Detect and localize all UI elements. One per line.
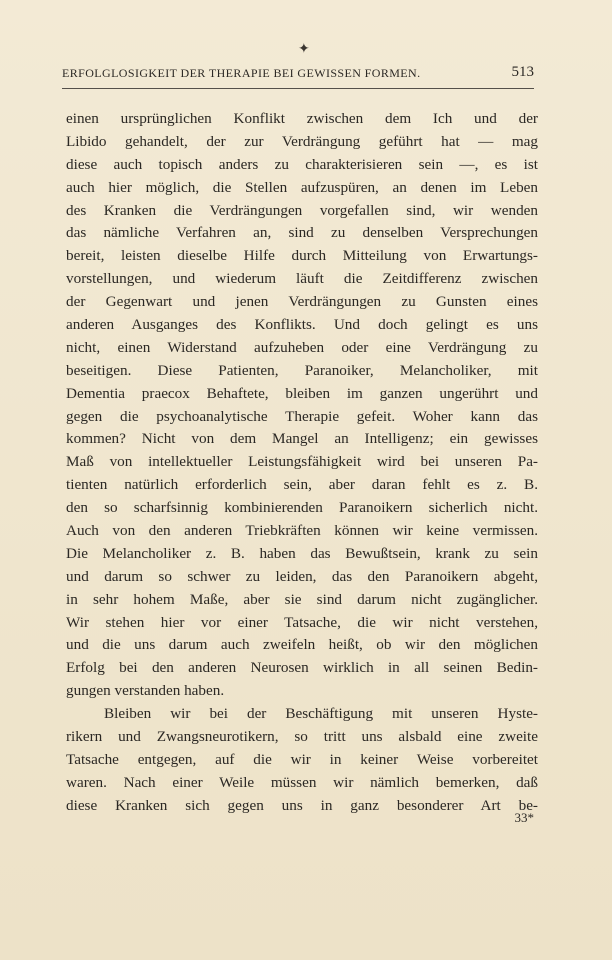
text-line: Auch von den anderen Triebkräften können wir keine vermissen.: [66, 522, 538, 540]
text-line: Die Melancholiker z. B. haben das Bewußtsein, krank zu sein: [66, 544, 538, 562]
text-line: gungen verstanden haben.: [66, 682, 225, 700]
paragraph: [66, 108, 538, 703]
text-line: Maß von intellektueller Leistungsfähigkeit wird bei unseren Pa-: [66, 453, 538, 471]
text-line: kommen? Nicht von dem Mangel an Intelligenz; ein gewisses: [66, 430, 538, 448]
text-line: gegen die psychoanalytische Therapie gefeit. Woher kann das: [66, 407, 538, 425]
printer-ornament-icon: ✦: [298, 41, 310, 57]
text-line: den so scharfsinnig kombinierenden Paranoikern sicherlich nicht.: [66, 499, 538, 517]
signature-mark: 33*: [514, 810, 534, 825]
text-line: nicht, einen Widerstand aufzuheben oder eine Verdrängung zu: [66, 338, 538, 356]
text-line: in sehr hohem Maße, aber sie sind darum nicht zugänglicher.: [66, 590, 538, 608]
text-line: rikern und Zwangsneurotikern, so tritt uns alsbald eine zweite: [66, 728, 538, 746]
text-line: vorstellungen, und wiederum läuft die Zeitdifferenz zwischen: [66, 270, 538, 288]
page-header: [62, 64, 534, 84]
text-line: und die uns darum auch zweifeln heißt, ob wir den möglichen: [66, 636, 538, 654]
text-line: anderen Ausganges des Konflikts. Und doch gelingt es uns: [66, 316, 538, 334]
text-line: auch hier möglich, die Stellen aufzuspüren, an denen im Leben: [66, 178, 538, 196]
text-line: Bleiben wir bei der Beschäftigung mit unseren Hyste-: [104, 705, 538, 723]
text-line: bereit, leisten dieselbe Hilfe durch Mitteilung von Erwartungs-: [66, 247, 538, 265]
text-line: diese auch topisch anders zu charakterisieren sein —, es ist: [66, 155, 538, 173]
text-line: Tatsache entgegen, auf die wir in keiner Weise vorbereitet: [66, 750, 538, 768]
text-line: und darum so schwer zu leiden, das den Paranoikern abgeht,: [66, 567, 538, 585]
text-line: das nämliche Verfahren an, sind zu denselben Versprechungen: [66, 224, 538, 242]
text-line: einen ursprünglichen Konflikt zwischen dem Ich und der: [66, 110, 538, 127]
text-line: der Gegenwart und jenen Verdrängungen zu Gunsten eines: [66, 293, 538, 311]
text-line: Wir stehen hier vor einer Tatsache, die wir nicht verstehen,: [66, 613, 538, 631]
text-line: des Kranken die Verdrängungen vorgefallen sind, wir wenden: [66, 201, 538, 219]
page-number: 513: [511, 64, 534, 80]
header-rule: [62, 88, 534, 89]
text-line: waren. Nach einer Weile müssen wir nämlich bemerken, daß: [66, 773, 538, 791]
text-line: diese Kranken sich gegen uns in ganz besonderer Art be-: [66, 796, 538, 814]
text-line: beseitigen. Diese Patienten, Paranoiker, Melancholiker, mit: [66, 361, 538, 379]
paragraph: [66, 703, 538, 817]
text-line: Dementia praecox Behaftete, bleiben im ganzen ungerührt und: [66, 384, 538, 402]
text-line: Libido gehandelt, der zur Verdrängung geführt hat — mag: [66, 132, 538, 150]
text-line: tienten natürlich erforderlich sein, aber daran fehlt es z. B.: [66, 476, 538, 494]
text-line: Erfolg bei den anderen Neurosen wirklich in all seinen Bedin-: [66, 659, 538, 677]
body-text: [66, 108, 538, 818]
running-head: ERFOLGLOSIGKEIT DER THERAPIE BEI GEWISSEN FORMEN.: [62, 66, 421, 80]
